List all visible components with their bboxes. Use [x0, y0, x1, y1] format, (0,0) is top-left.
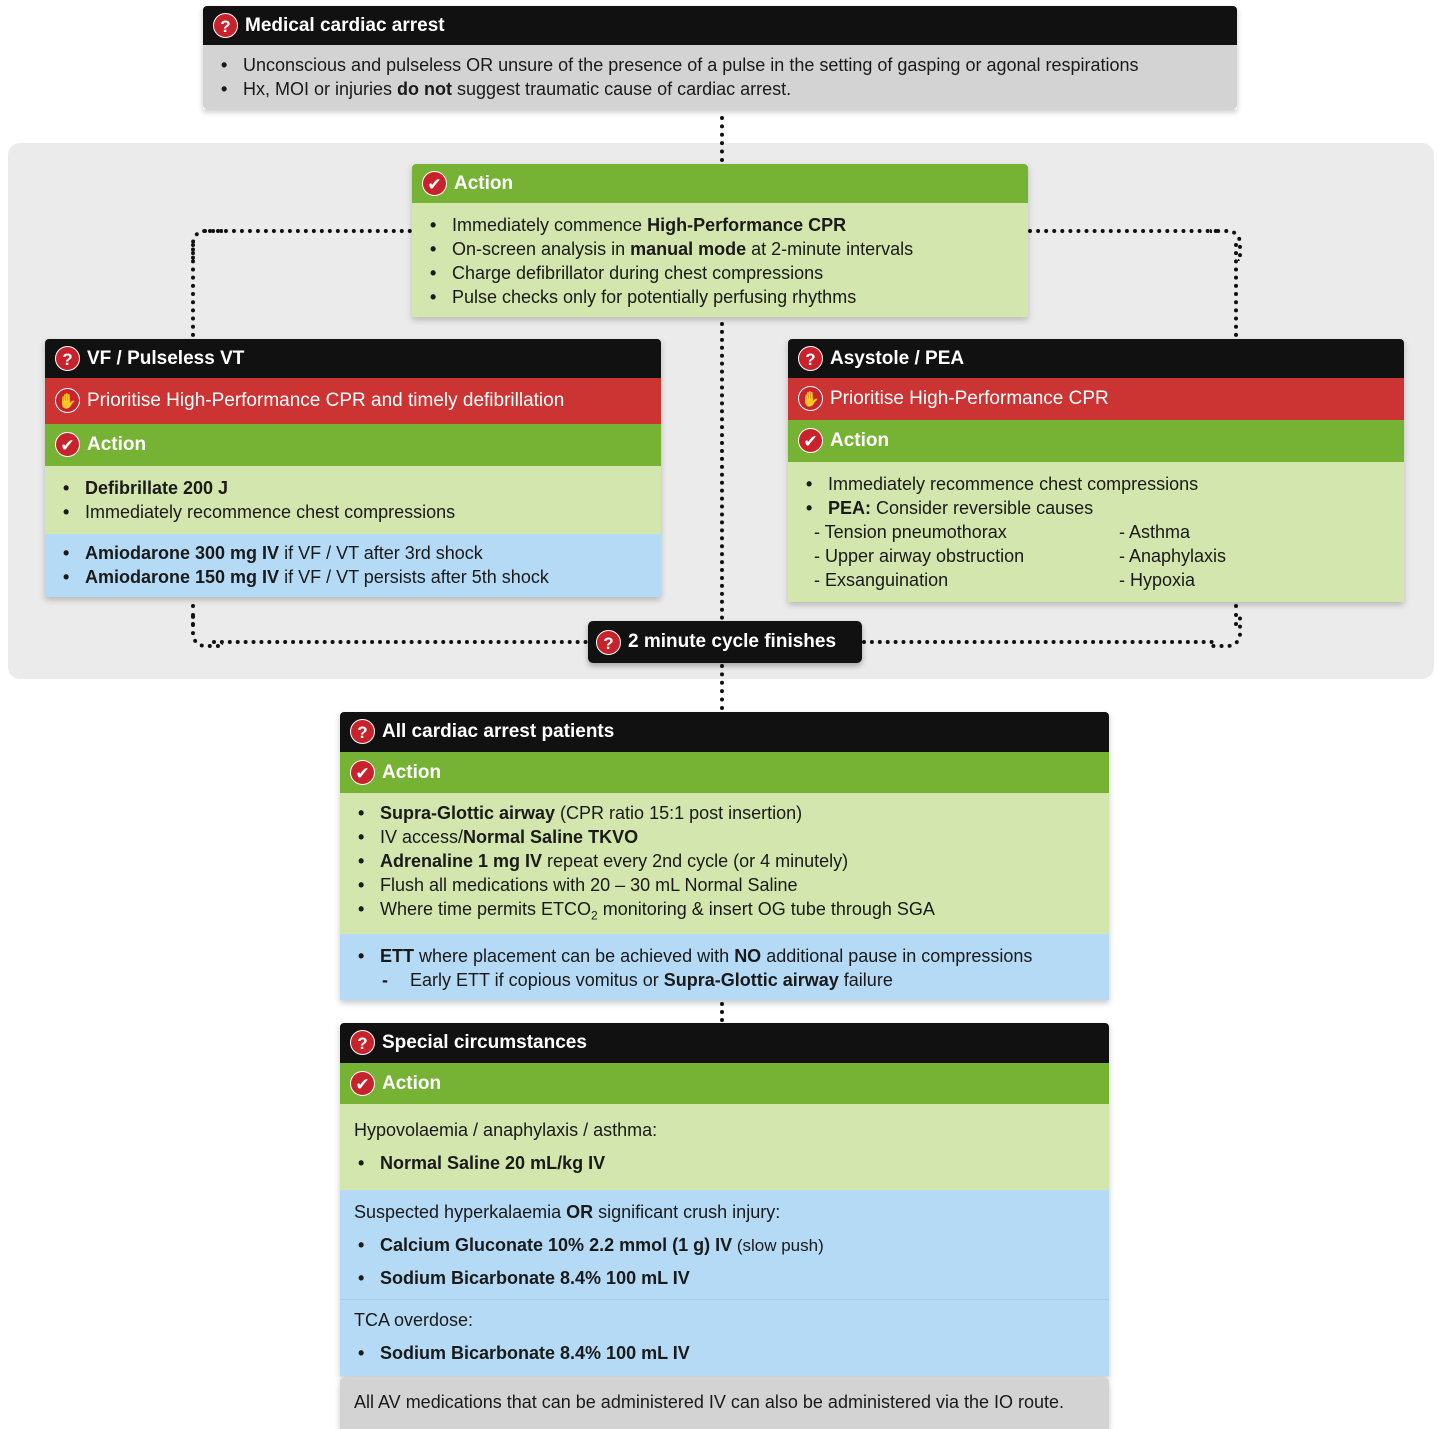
special-circumstances-box	[340, 1023, 1109, 1376]
connector-top	[720, 116, 724, 162]
all-patients-action-header: ✔ Action	[340, 752, 1109, 793]
vf-action-list	[45, 466, 661, 534]
special-header: ? Special circumstances	[340, 1023, 1109, 1063]
question-icon: ?	[213, 13, 238, 38]
check-icon: ✔	[422, 171, 447, 196]
connector-right-bottom	[862, 640, 1214, 644]
check-icon: ✔	[350, 1071, 375, 1096]
connector-right-up	[1234, 243, 1238, 337]
medical-cardiac-arrest-box	[203, 6, 1237, 109]
question-icon: ?	[350, 1030, 375, 1055]
drug-item: • Amiodarone 150 mg IV if VF / VT persists after 5th shock	[59, 565, 647, 589]
asystole-pea-box	[788, 339, 1404, 602]
drug-item: • Sodium Bicarbonate 8.4% 100 mL IV	[354, 1262, 1095, 1295]
vf-action-header: ✔ Action	[45, 424, 661, 466]
drug-item: • Sodium Bicarbonate 8.4% 100 mL IV	[354, 1337, 1095, 1370]
tca-section	[340, 1299, 1109, 1376]
connector-right-bottom-corner	[1210, 616, 1242, 648]
connector-right-top	[1028, 229, 1218, 233]
connector-cycle-down	[720, 664, 724, 710]
asystole-action-list	[788, 462, 1404, 602]
action-item: • Charge defibrillator during chest compressions	[426, 261, 1014, 285]
check-icon: ✔	[55, 432, 80, 457]
connector-left-corner	[191, 229, 223, 261]
all-patients-header: ? All cardiac arrest patients	[340, 712, 1109, 752]
cycle-finishes-pill	[588, 621, 862, 663]
medical-cardiac-arrest-header	[203, 6, 1237, 45]
hand-stop-icon: ✋	[798, 386, 823, 411]
center-action-list	[412, 203, 1028, 317]
connector-left-top	[208, 229, 412, 233]
action-item: • Flush all medications with 20 – 30 mL Normal Saline	[354, 873, 1095, 897]
special-action-header: ✔ Action	[340, 1063, 1109, 1104]
asystole-header: ? Asystole / PEA	[788, 339, 1404, 378]
action-item: • Immediately recommence chest compressions	[59, 500, 647, 524]
asystole-action-header: ✔ Action	[788, 420, 1404, 462]
criteria-item: • Unconscious and pulseless OR unsure of the presence of a pulse in the setting of gasping or agonal respirations	[217, 53, 1223, 77]
connector-left-bottom	[212, 640, 588, 644]
all-cardiac-arrest-patients-box	[340, 712, 1109, 1000]
drug-item: • Calcium Gluconate 10% 2.2 mmol (1 g) IV (slow push)	[354, 1229, 1095, 1262]
vf-drug-list	[45, 534, 661, 597]
action-item: • Pulse checks only for potentially perfusing rhythms	[426, 285, 1014, 309]
question-icon: ?	[596, 630, 621, 655]
cause-item: - Anaphylaxis	[1119, 546, 1227, 566]
check-icon: ✔	[350, 760, 375, 785]
cause-item: - Asthma	[1119, 522, 1191, 542]
center-action-header: ✔ Action	[412, 164, 1028, 203]
hypovolaemia-label: Hypovolaemia / anaphylaxis / asthma:	[354, 1120, 658, 1140]
cause-item: - Upper airway obstruction	[814, 546, 1025, 566]
medical-cardiac-arrest-title: Medical cardiac arrest	[245, 15, 445, 36]
action-item: • Adrenaline 1 mg IV repeat every 2nd cycle (or 4 minutely)	[354, 849, 1095, 873]
ett-sub-item: - Early ETT if copious vomitus or Supra-Glottic airway failure	[354, 968, 1095, 992]
criteria-item: • Hx, MOI or injuries do not suggest traumatic cause of cardiac arrest.	[217, 77, 1223, 101]
io-route-note	[340, 1378, 1109, 1429]
hypovolaemia-section	[340, 1104, 1109, 1190]
ett-item: • ETT where placement can be achieved with NO additional pause in compressions	[354, 944, 1095, 968]
action-item: • Supra-Glottic airway (CPR ratio 15:1 post insertion)	[354, 801, 1095, 825]
action-item: • Defibrillate 200 J	[59, 476, 647, 500]
action-item: • On-screen analysis in manual mode at 2-minute intervals	[426, 237, 1014, 261]
action-item: • IV access/Normal Saline TKVO	[354, 825, 1095, 849]
center-action-box	[412, 164, 1028, 317]
cause-item: - Tension pneumothorax	[814, 522, 1007, 542]
asystole-priority-banner: ✋ Prioritise High-Performance CPR	[788, 378, 1404, 420]
hyperkalaemia-label: Suspected hyperkalaemia OR significant crush injury:	[354, 1202, 781, 1222]
all-patients-ett-list	[340, 934, 1109, 1000]
cycle-label: 2 minute cycle finishes	[628, 631, 837, 652]
check-icon: ✔	[798, 428, 823, 453]
hand-stop-icon: ✋	[55, 388, 80, 413]
vf-header: ? VF / Pulseless VT	[45, 339, 661, 378]
question-icon: ?	[55, 346, 80, 371]
question-icon: ?	[350, 719, 375, 744]
action-item: • PEA: Consider reversible causes	[802, 496, 1390, 520]
tca-label: TCA overdose:	[354, 1310, 474, 1330]
action-item: • Immediately recommence chest compressions	[802, 472, 1390, 496]
vf-pulseless-vt-box	[45, 339, 661, 597]
cause-item: - Exsanguination	[814, 570, 949, 590]
all-patients-action-list	[340, 793, 1109, 934]
vf-priority-banner: ✋ Prioritise High-Performance CPR and timely defibrillation	[45, 378, 661, 424]
drug-item: • Normal Saline 20 mL/kg IV	[354, 1147, 1095, 1180]
io-route-note-text: All AV medications that can be administered IV can also be administered via the IO route.	[354, 1392, 1065, 1412]
question-icon: ?	[798, 346, 823, 371]
medical-cardiac-arrest-criteria	[203, 45, 1237, 109]
drug-item: • Amiodarone 300 mg IV if VF / VT after 3rd shock	[59, 541, 647, 565]
action-item: • Where time permits $ETCO_2$ monitoring & insert OG tube through SGA	[354, 897, 1095, 928]
hyperkalaemia-section	[340, 1190, 1109, 1299]
reversible-causes	[802, 520, 1390, 592]
cause-item: - Hypoxia	[1119, 570, 1196, 590]
action-item: • Immediately commence High-Performance CPR	[426, 213, 1014, 237]
connector-center	[720, 322, 724, 620]
